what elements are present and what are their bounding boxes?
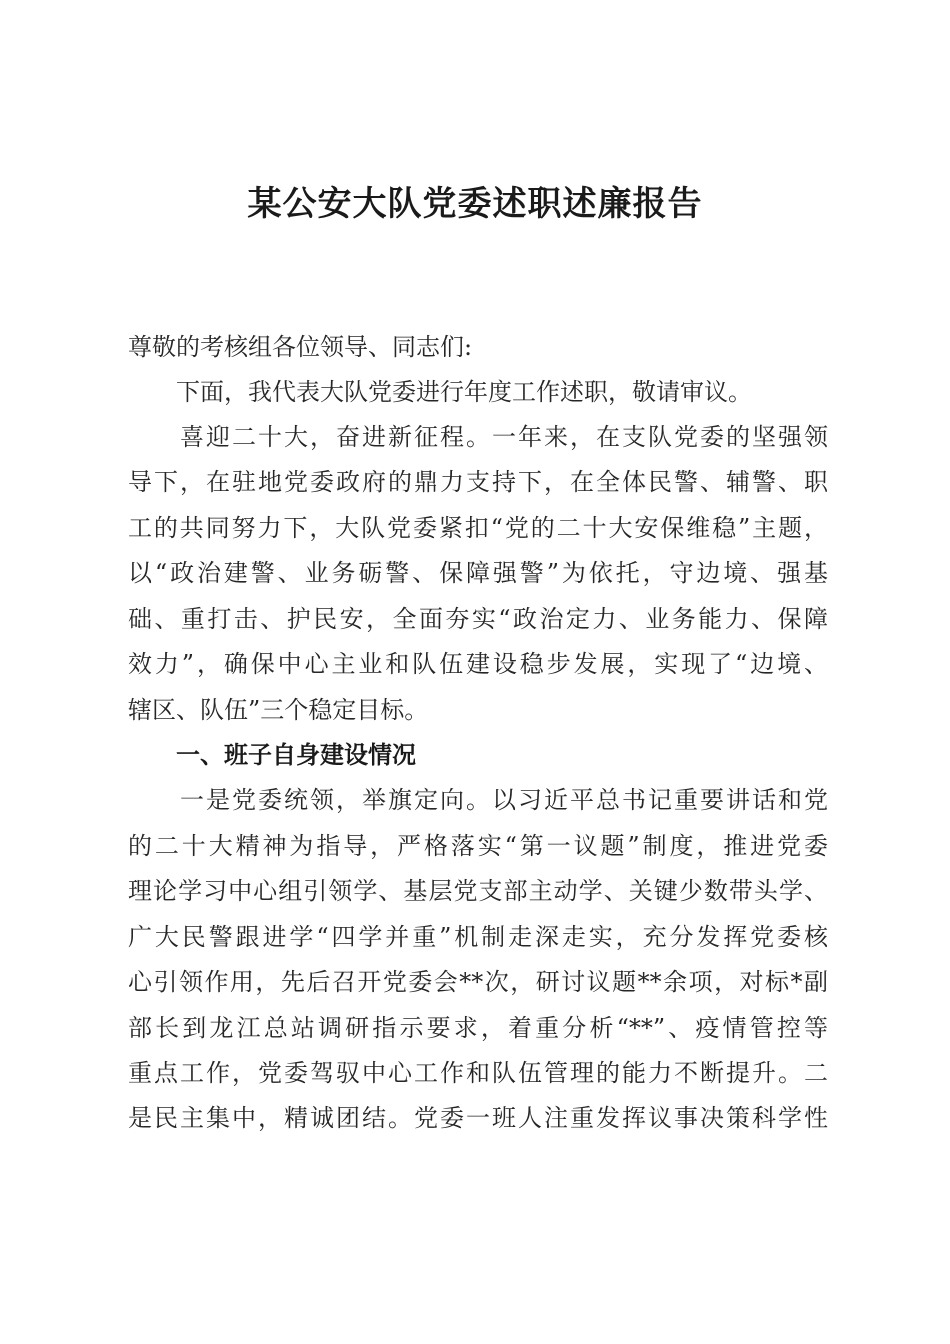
paragraph-line: 辖区、队伍”三个稳定目标。 — [128, 696, 429, 724]
paragraph-line: 理论学习中心组引领学、基层党支部主动学、关键少数带头学、 — [128, 877, 828, 905]
paragraph-line: 工的共同努力下，大队党委紧扣“党的二十大安保维稳”主题， — [128, 514, 828, 542]
paragraph-line: 广大民警跟进学“四学并重”机制走深走实，充分发挥党委核 — [128, 923, 828, 951]
paragraph-line: 心引领作用，先后召开党委会**次，研讨议题**余项，对标*副 — [128, 968, 828, 996]
paragraph-line: 础、重打击、护民安，全面夯实“政治定力、业务能力、保障 — [128, 605, 828, 633]
paragraph-line: 导下，在驻地党委政府的鼎力支持下，在全体民警、辅警、职 — [128, 468, 828, 496]
paragraph-line: 的二十大精神为指导，严格落实“第一议题”制度，推进党委 — [128, 832, 828, 860]
salutation-line: 尊敬的考核组各位领导、同志们: — [128, 333, 473, 361]
section-heading: 一、班子自身建设情况 — [128, 741, 416, 769]
document-title: 某公安大队党委述职述廉报告 — [247, 184, 703, 224]
paragraph-line: 重点工作，党委驾驭中心工作和队伍管理的能力不断提升。二 — [128, 1059, 828, 1087]
intro-line: 下面，我代表大队党委进行年度工作述职，敬请审议。 — [128, 378, 752, 406]
paragraph-line: 一是党委统领，举旗定向。以习近平总书记重要讲话和党 — [128, 786, 828, 814]
paragraph-line: 喜迎二十大，奋进新征程。一年来，在支队党委的坚强领 — [128, 423, 828, 451]
paragraph-line: 部长到龙江总站调研指示要求，着重分析“**”、疫情管控等 — [128, 1014, 828, 1042]
paragraph-line: 以“政治建警、业务砺警、保障强警”为依托，守边境、强基 — [128, 559, 828, 587]
paragraph-line: 效力”，确保中心主业和队伍建设稳步发展，实现了“边境、 — [128, 650, 828, 678]
paragraph-line: 是民主集中，精诚团结。党委一班人注重发挥议事决策科学性 — [128, 1104, 828, 1132]
